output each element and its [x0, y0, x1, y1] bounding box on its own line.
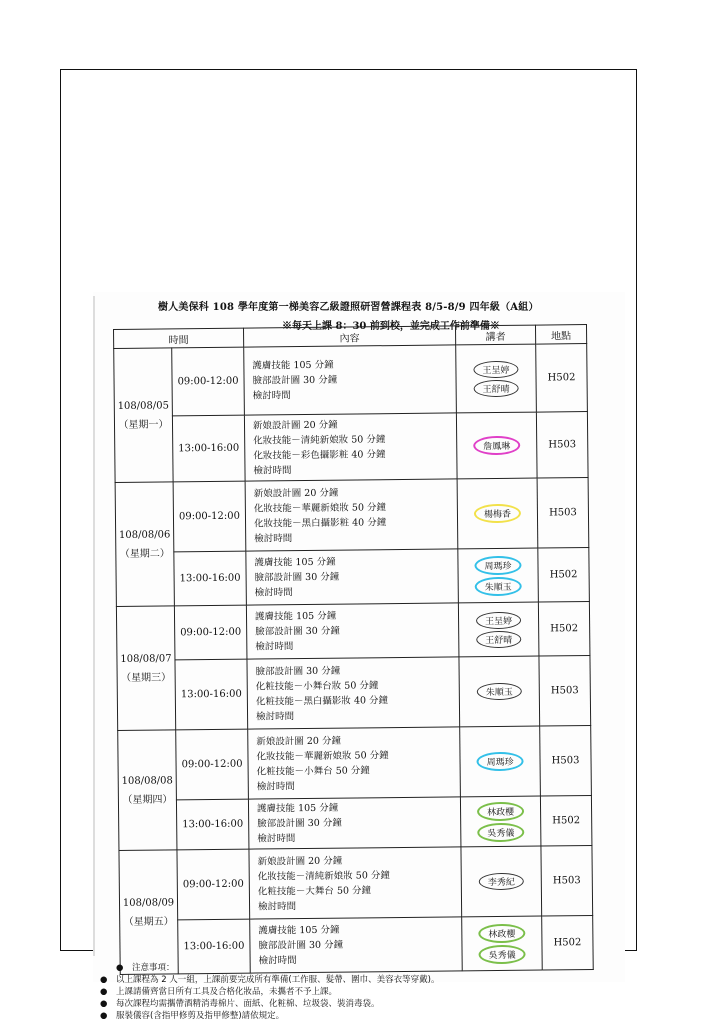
- instructor-signature: 王呈婷: [476, 611, 521, 628]
- content-cell: [248, 727, 461, 799]
- time-cell: 13:00-16:00: [172, 415, 245, 482]
- date-cell: [118, 730, 177, 851]
- content-line: 檢討時間: [253, 464, 292, 477]
- room-cell: H503: [540, 726, 592, 797]
- document-subtitle: ※每天上課 8：30 前到校，並完成工作前準備※: [282, 321, 500, 332]
- instructor-cell: [461, 846, 542, 917]
- room-cell: H503: [539, 656, 591, 727]
- weekday-text: （星期二）: [119, 547, 170, 560]
- content-line: 檢討時間: [257, 833, 296, 845]
- content-cell: [245, 479, 458, 551]
- instructor-signature: 周瑪珍: [474, 555, 521, 574]
- note-item: [100, 986, 580, 998]
- content-line: 化粧技能－小舞台 50 分鐘: [256, 764, 370, 778]
- content-cell: [249, 847, 462, 919]
- content-cell: [244, 413, 457, 481]
- room-cell: H502: [542, 916, 594, 971]
- instructor-cell: [458, 602, 539, 657]
- notes-list: [100, 974, 580, 1022]
- note-text: 每次課程均需攜帶酒精消毒棉片、面紙、化粧棉、垃圾袋、裝消毒袋。: [116, 999, 380, 1009]
- header-instructor: 講者: [455, 325, 535, 345]
- notes-section: [100, 962, 580, 1022]
- instructor-line: [462, 922, 541, 944]
- instructor-signature: 楊梅香: [474, 504, 521, 523]
- instructor-cell: [460, 796, 541, 847]
- content-line: 護膚技能 105 分鐘: [254, 610, 337, 623]
- content-line: 化妝技能－華麗新娘妝 50 分鐘: [253, 501, 387, 515]
- instructor-line: [458, 503, 537, 525]
- content-line: 檢討時間: [258, 955, 297, 967]
- instructor-signature: 吳秀儀: [478, 944, 525, 963]
- note-item: [100, 974, 580, 986]
- content-line: 臉部設計圖 30 分鐘: [252, 374, 338, 387]
- content-line: 檢討時間: [256, 710, 295, 723]
- time-cell: 09:00-12:00: [172, 347, 245, 416]
- content-line: 臉部設計圖 30 分鐘: [254, 571, 340, 584]
- instructor-line: [458, 554, 537, 576]
- bullet-icon: ●: [100, 999, 108, 1009]
- content-line: 化妝技能－彩色攝影粧 40 分鐘: [253, 448, 386, 462]
- note-text: 服裝儀容(含指甲修剪及指甲修整)請依規定。: [116, 1011, 285, 1021]
- room-cell: H502: [538, 548, 590, 603]
- instructor-cell: [460, 726, 541, 797]
- instructor-signature: 朱順玉: [477, 683, 522, 700]
- instructor-signature: 周瑪珍: [476, 752, 523, 771]
- bullet-icon: ●: [100, 987, 108, 997]
- content-line: 臉部設計圖 30 分鐘: [255, 625, 340, 638]
- instructor-line: [460, 682, 539, 702]
- header-content: 內容: [243, 326, 455, 347]
- content-line: 化粧技能－小舞台妝 50 分鐘: [255, 679, 379, 693]
- instructor-line: [459, 575, 538, 597]
- content-cell: [247, 657, 460, 729]
- document-title: 樹人美保科 108 學年度第一梯美容乙級證照研習營課程表 8/5-8/9 四年級（A組）: [158, 302, 539, 313]
- content-line: 護膚技能 105 分鐘: [254, 556, 336, 569]
- instructor-line: [457, 378, 536, 398]
- instructor-signature: 王呈婷: [473, 360, 518, 377]
- instructor-cell: [458, 548, 539, 603]
- table-row: [118, 796, 591, 851]
- date-cell: [119, 850, 178, 975]
- room-cell: H502: [536, 344, 588, 413]
- date-cell: [114, 348, 173, 483]
- note-item: [100, 1010, 580, 1022]
- content-cell: [246, 603, 459, 659]
- note-text: 以上課程為 2 人一組，上課前要完成所有準備(工作服、髮帶、圍巾、美容衣等穿戴)。: [116, 975, 440, 985]
- instructor-line: [456, 359, 535, 379]
- content-line: 化粧技能－大舞台 50 分鐘: [257, 884, 372, 898]
- instructor-line: [462, 872, 541, 892]
- time-cell: 09:00-12:00: [176, 729, 249, 800]
- date-cell: [116, 606, 175, 731]
- instructor-line: [457, 435, 536, 457]
- bullet-icon: ●: [116, 963, 124, 973]
- instructor-line: [461, 821, 540, 843]
- content-line: 新娘設計圖 20 分鐘: [256, 735, 342, 748]
- schedule-table: [113, 324, 594, 975]
- time-cell: 13:00-16:00: [175, 659, 248, 730]
- room-cell: H502: [538, 602, 590, 657]
- instructor-signature: 林政櫻: [478, 923, 525, 942]
- content-line: 新娘設計圖 20 分鐘: [253, 487, 339, 500]
- time-cell: 09:00-12:00: [174, 605, 247, 660]
- content-line: 護膚技能 105 分鐘: [252, 359, 334, 372]
- content-line: 新娘設計圖 20 分鐘: [257, 855, 343, 868]
- table-row: [116, 602, 590, 661]
- instructor-signature: 林政櫻: [477, 801, 524, 820]
- content-line: 臉部設計圖 30 分鐘: [258, 939, 344, 952]
- table-row: [114, 344, 588, 417]
- content-line: 檢討時間: [255, 641, 294, 653]
- instructor-signature: 王舒晴: [474, 379, 519, 396]
- time-cell: 09:00-12:00: [177, 849, 250, 920]
- note-text: 上課請備齊當日所有工具及合格化妝品，未攜者不予上課。: [116, 987, 338, 997]
- instructor-cell: [457, 478, 538, 549]
- content-line: 護膚技能 105 分鐘: [256, 802, 339, 815]
- content-line: 檢討時間: [254, 532, 293, 545]
- content-line: 臉部設計圖 30 分鐘: [257, 817, 342, 830]
- instructor-signature: 詹鳳琳: [473, 436, 520, 455]
- content-cell: [244, 345, 457, 415]
- time-cell: 13:00-16:00: [174, 551, 247, 606]
- date-text: 108/08/05: [117, 399, 170, 412]
- table-row: [118, 726, 592, 801]
- content-line: 新娘設計圖 20 分鐘: [252, 419, 338, 432]
- instructor-cell: [459, 656, 540, 727]
- date-text: 108/08/07: [120, 652, 172, 665]
- weekday-text: （星期五）: [123, 915, 174, 928]
- instructor-signature: 王舒晴: [476, 630, 521, 647]
- content-line: 檢討時間: [257, 900, 297, 913]
- date-text: 108/08/06: [118, 528, 171, 541]
- content-cell: [248, 797, 461, 849]
- room-cell: H503: [537, 478, 589, 549]
- room-cell: H503: [536, 412, 588, 479]
- instructor-line: [460, 751, 539, 773]
- date-text: 108/08/09: [122, 896, 175, 909]
- instructor-signature: 李秀紀: [479, 873, 524, 890]
- instructor-line: [459, 629, 538, 649]
- instructor-cell: [456, 344, 537, 413]
- weekday-text: （星期三）: [121, 671, 172, 684]
- table-row: [115, 478, 589, 553]
- bullet-icon: ●: [100, 1011, 108, 1021]
- time-cell: 13:00-16:00: [176, 799, 249, 850]
- instructor-cell: [456, 412, 537, 479]
- table-row: [116, 548, 590, 607]
- instructor-line: [459, 610, 538, 630]
- instructor-signature: 朱順玉: [475, 576, 522, 595]
- table-row: [114, 412, 588, 483]
- time-cell: 09:00-12:00: [173, 481, 246, 552]
- instructor-signature: 吳秀儀: [477, 822, 524, 841]
- content-line: 護膚技能 105 分鐘: [258, 924, 340, 937]
- content-line: 檢討時間: [252, 390, 291, 402]
- weekday-text: （星期一）: [118, 418, 169, 431]
- content-line: 臉部設計圖 30 分鐘: [255, 665, 341, 678]
- content-line: 化妝技能－清純新娘妝 50 分鐘: [257, 869, 390, 883]
- time-cell: 13:00-16:00: [178, 919, 251, 974]
- instructor-line: [461, 800, 540, 822]
- table-row: [119, 846, 593, 921]
- header-room: 地點: [535, 325, 586, 345]
- scan-edge: [93, 296, 95, 956]
- content-line: 化妝技能－黑白攝影粧 40 分鐘: [253, 516, 387, 530]
- content-line: 檢討時間: [256, 780, 295, 793]
- content-line: 化粧技能－黑白攝影妝 40 分鐘: [255, 694, 389, 708]
- bullet-icon: ●: [100, 975, 108, 985]
- date-text: 108/08/08: [121, 774, 173, 787]
- content-line: 檢討時間: [254, 587, 293, 599]
- room-cell: H502: [540, 796, 592, 847]
- content-cell: [246, 549, 459, 605]
- schedule-body: [114, 344, 594, 975]
- note-item: [100, 998, 580, 1010]
- header-time: 時間: [114, 328, 244, 348]
- content-line: 化妝技能－華麗新娘妝 50 分鐘: [256, 749, 389, 763]
- room-cell: H503: [541, 846, 593, 917]
- table-row: [117, 656, 591, 731]
- weekday-text: （星期四）: [122, 793, 173, 806]
- notes-heading: ● 注意事項：: [116, 963, 175, 973]
- content-line: 化妝技能－清純新娘妝 50 分鐘: [253, 433, 386, 447]
- date-cell: [115, 482, 174, 607]
